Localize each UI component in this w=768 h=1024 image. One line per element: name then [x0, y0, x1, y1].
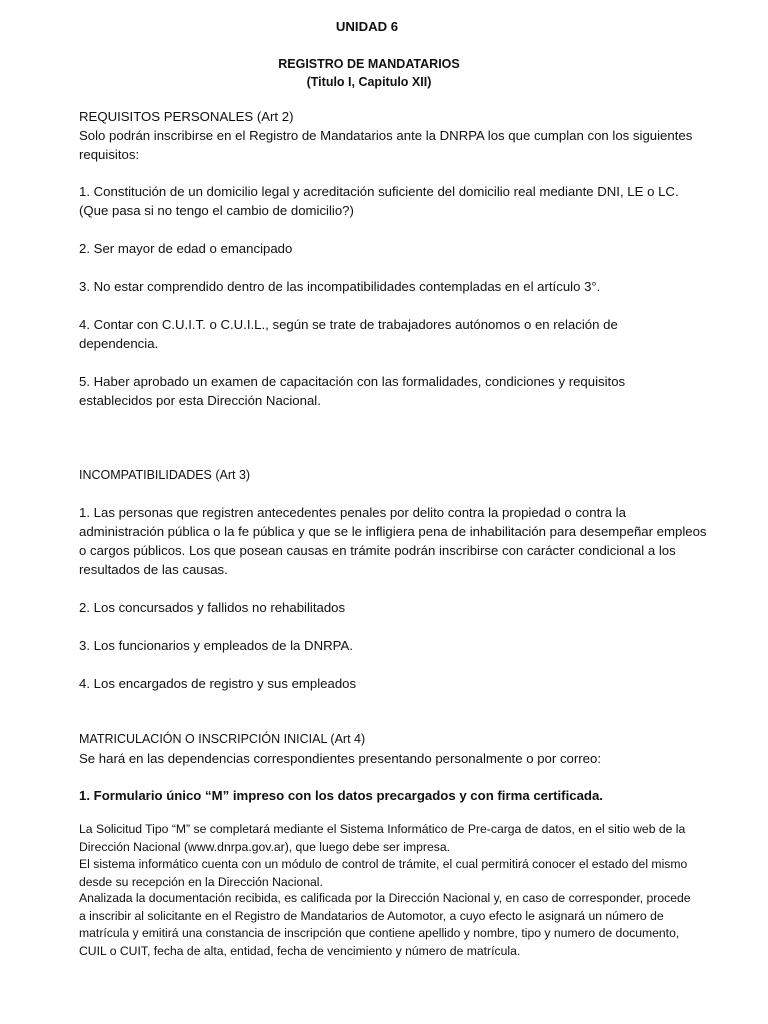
- requisito-item-4: 4. Contar con C.U.I.T. o C.U.I.L., según se trate de trabajadores autónomos o en relación de dependencia.: [79, 317, 618, 351]
- matriculacion-detail-1: La Solicitud Tipo “M” se completará mediante el Sistema Informático de Pre-carga de datos, en el sitio web de la Dirección Nacional (www.dnrpa.gov.ar), que luego debe ser impresa.: [79, 822, 686, 854]
- requisito-item-5: 5. Haber aprobado un examen de capacitación con las formalidades, condiciones y requisitos establecidos por esta Dirección Nacional.: [79, 374, 626, 408]
- registry-subtitle: (Titulo I, Capitulo XII): [306, 75, 432, 89]
- matriculacion-heading: MATRICULACIÓN O INSCRIPCIÓN INICIAL (Art 4): [79, 732, 366, 746]
- registry-title: REGISTRO DE MANDATARIOS: [278, 57, 460, 71]
- incompatibilidad-item-3: 3. Los funcionarios y empleados de la DNRPA.: [79, 638, 353, 653]
- matriculacion-item-1: 1. Formulario único “M” impreso con los datos precargados y con firma certificada.: [79, 788, 603, 803]
- matriculacion-detail-2: El sistema informático cuenta con un módulo de control de trámite, el cual permitirá conocer el estado del mismo desde su recepción en la Dirección Nacional.: [79, 857, 688, 889]
- incompatibilidad-item-1: 1. Las personas que registren antecedentes penales por delito contra la propiedad o contra la administración pública o la fe pública y que se le infligiera pena de inhabilitación para desempeñar empleos o cargos públicos. Los que posean causas en trámite podrán inscribirse con carácter condicional a los resultados de las causas.: [79, 505, 707, 577]
- matriculacion-intro: Se hará en las dependencias correspondientes presentando personalmente o por correo:: [79, 751, 601, 766]
- requisito-item-2: 2. Ser mayor de edad o emancipado: [79, 241, 293, 256]
- matriculacion-detail-3: Analizada la documentación recibida, es calificada por la Dirección Nacional y, en caso de corresponder, procede a inscribir al solicitante en el Registro de Mandatarios de Automotor, a cuyo efecto le asignará un número de matrícula y emitirá una constancia de inscripción que contiene apellido y nombre, tipo y numero de documento, CUIL o CUIT, fecha de alta, entidad, fecha de vencimiento y número de matrícula.: [79, 891, 691, 958]
- requisitos-intro: Solo podrán inscribirse en el Registro de Mandatarios ante la DNRPA los que cumplan con los siguientes requisitos:: [79, 128, 693, 162]
- unit-title: UNIDAD 6: [335, 19, 399, 34]
- incompatibilidad-item-4: 4. Los encargados de registro y sus empleados: [79, 676, 357, 691]
- requisito-item-1: 1. Constitución de un domicilio legal y acreditación suficiente del domicilio real mediante DNI, LE o LC. (Que pasa si no tengo el cambio de domicilio?): [79, 184, 679, 218]
- incompatibilidad-item-2: 2. Los concursados y fallidos no rehabilitados: [79, 600, 346, 615]
- incompatibilidades-heading: INCOMPATIBILIDADES (Art 3): [79, 468, 251, 482]
- requisitos-heading: REQUISITOS PERSONALES (Art 2): [79, 109, 294, 124]
- requisito-item-3: 3. No estar comprendido dentro de las incompatibilidades contempladas en el artículo 3°.: [79, 279, 601, 294]
